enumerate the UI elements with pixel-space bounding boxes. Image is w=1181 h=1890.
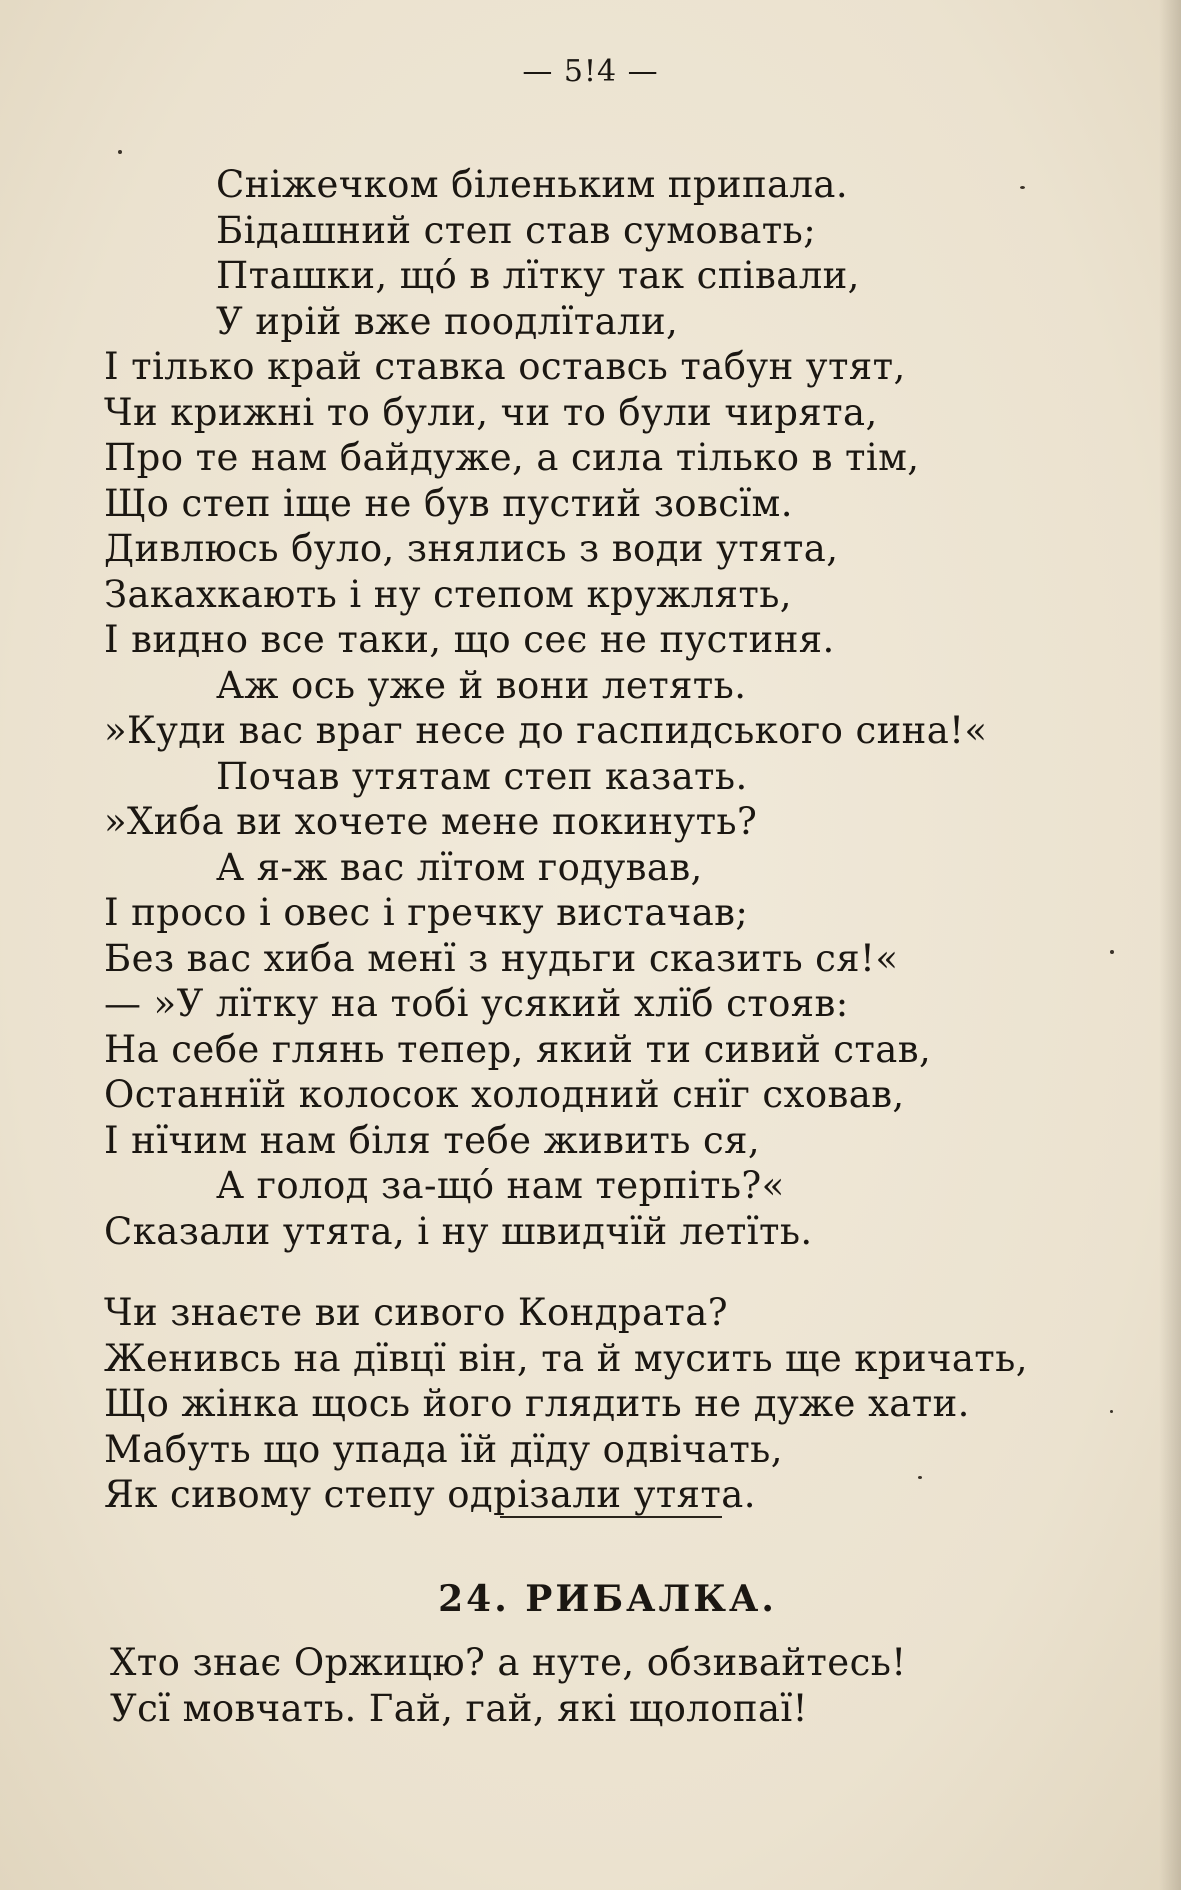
poem-line: У ирій вже поодлїтали, bbox=[216, 299, 679, 343]
poem-stanza-main bbox=[104, 162, 1124, 1254]
poem-line: Дивлюсь було, знялись з води утята, bbox=[104, 527, 839, 570]
paper-speck bbox=[1020, 186, 1025, 189]
poem-line: І видно все таки, що сеє не пустиня. bbox=[104, 618, 835, 661]
poem-line: Без вас хиба менї з нудьги сказить ся!« bbox=[104, 936, 899, 980]
moral-line: Що жінка щось його глядить не дуже хати. bbox=[104, 1382, 970, 1425]
paper-speck bbox=[1110, 950, 1114, 954]
next-poem-line: Хто знає Оржицю? а нуте, обзивайтесь! bbox=[110, 1641, 907, 1684]
poem-line: »Куди вас враг несе до гаспидського сина!« bbox=[104, 709, 988, 752]
section-divider bbox=[500, 1516, 722, 1518]
poem-line: Сказали утята, і ну швидчїй летїть. bbox=[104, 1209, 813, 1253]
poem-line: І тілько край ставка оставсь табун утят, bbox=[104, 345, 906, 388]
paper-speck bbox=[918, 1476, 922, 1479]
next-poem-body bbox=[110, 1640, 1130, 1731]
poem-line: А я-ж вас лїтом годував, bbox=[216, 845, 703, 889]
poem-line: Аж ось уже й вони летять. bbox=[216, 663, 747, 707]
poem-line: Закахкають і ну степом кружлять, bbox=[104, 572, 792, 616]
poem-stanza-moral bbox=[104, 1290, 1124, 1518]
poem-line: Пташки, щó в лїтку так співали, bbox=[216, 254, 860, 297]
moral-line: Женивсь на дївцї він, та й мусить ще кричать, bbox=[104, 1336, 1028, 1380]
paper-speck bbox=[118, 150, 122, 154]
poem-line: Бідашний степ став сумовать; bbox=[216, 208, 817, 252]
stanza-gap bbox=[104, 1254, 1124, 1290]
poem-line: — »У лїтку на тобі усякий хлїб стояв: bbox=[104, 982, 849, 1025]
poem-line: Що степ іще не був пустий зовсїм. bbox=[104, 481, 793, 525]
poem-line: Про те нам байдуже, а сила тілько в тім, bbox=[104, 436, 920, 479]
moral-line: Як сивому степу одрізали утята. bbox=[104, 1473, 756, 1516]
poem-line: На себе глянь тепер, який ти сивий став, bbox=[104, 1027, 932, 1071]
poem-line: »Хиба ви хочете мене покинуть? bbox=[104, 800, 758, 843]
poem-body bbox=[104, 162, 1124, 1518]
poem-line: Останнїй колосок холодний снїг сховав, bbox=[104, 1073, 905, 1116]
poem-line: І просо і овес і гречку вистачав; bbox=[104, 891, 749, 934]
next-poem-line: Усї мовчать. Гай, гай, які щолопаї! bbox=[110, 1686, 808, 1730]
page-number: — 5!4 — bbox=[522, 54, 659, 89]
moral-line: Мабуть що упада їй дїду одвічать, bbox=[104, 1427, 783, 1471]
poem-line: Почав утятам степ казать. bbox=[216, 754, 748, 798]
poem-line: Сніжечком біленьким припала. bbox=[216, 163, 849, 206]
poem-line: І нїчим нам біля тебе живить ся, bbox=[104, 1118, 760, 1162]
poem-line: А голод за-щó нам терпіть?« bbox=[216, 1164, 785, 1207]
poem-line: Чи крижні то були, чи то були чирята, bbox=[104, 390, 878, 434]
moral-line: Чи знаєте ви сивого Кондрата? bbox=[104, 1291, 728, 1334]
section-title: 24. РИБАЛКА. bbox=[438, 1578, 777, 1620]
paper-speck bbox=[1110, 1410, 1113, 1413]
